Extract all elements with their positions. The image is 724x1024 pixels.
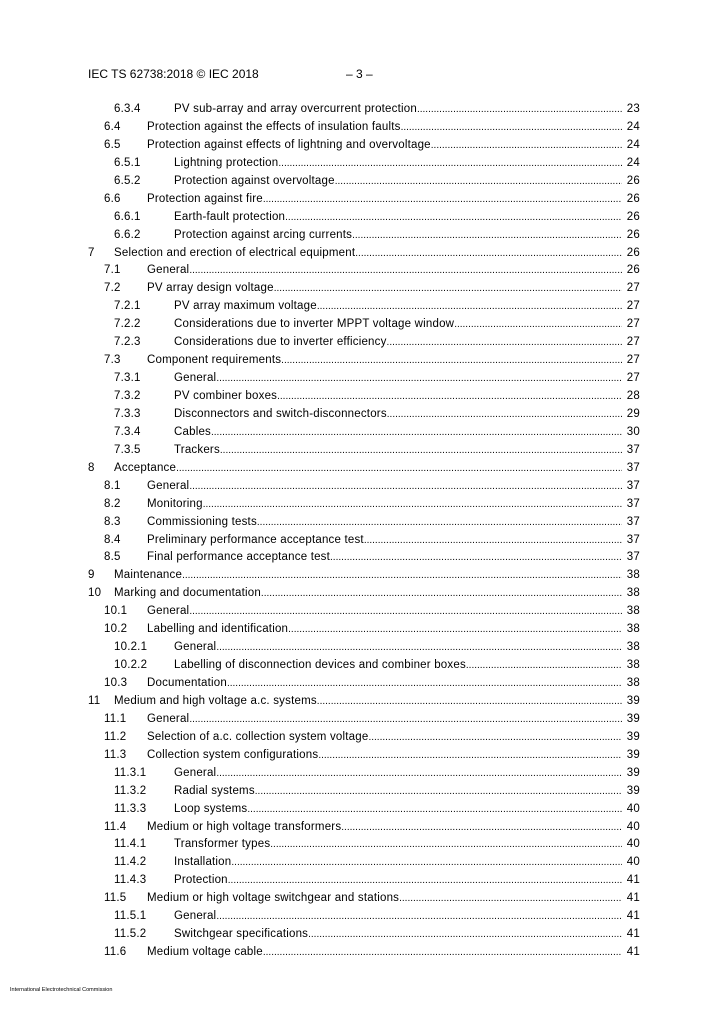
toc-entry-line [147,352,640,370]
toc-entry-line [174,926,640,944]
toc-entry-title: Medium or high voltage switchgear and stations [147,890,399,908]
toc-entry-title: Labelling and identification [147,621,288,639]
toc-entry-page: 37 [626,443,640,456]
toc-entry-number: 7.1 [104,264,121,277]
toc-entry-title: Protection against the effects of insulation faults [147,119,401,137]
toc-dot-leader [417,101,622,119]
toc-dot-leader [399,890,622,908]
toc-entry-number: 11.3.2 [114,784,147,797]
toc-entry-page: 37 [626,533,640,546]
toc-entry-title: Selection and erection of electrical equipment [114,245,355,263]
toc-dot-leader [216,908,622,926]
toc-entry-page: 26 [626,228,640,241]
toc-entry-number: 6.5 [104,138,121,151]
toc-entry-title: PV combiner boxes [174,388,277,406]
toc-entry[interactable] [88,424,640,442]
toc-entry-number: 6.6.1 [114,210,141,223]
toc-entry-number: 11.4.1 [114,838,147,851]
toc-entry[interactable] [88,262,640,280]
toc-entry-page: 41 [626,928,640,941]
toc-entry[interactable] [88,657,640,675]
toc-entry-number: 8.1 [104,479,121,492]
toc-dot-leader [257,514,622,532]
toc-entry[interactable] [88,442,640,460]
toc-entry-line [147,119,640,137]
toc-entry-number: 10.2.1 [114,641,148,654]
toc-entry-number: 7.3.3 [114,407,141,420]
toc-entry-title: Radial systems [174,783,255,801]
toc-entry-line [147,890,640,908]
table-of-contents [88,101,640,962]
toc-entry-page: 41 [626,946,640,959]
toc-entry[interactable] [88,137,640,155]
toc-entry-page: 38 [626,569,640,582]
toc-dot-leader [387,334,622,352]
toc-entry-line [147,621,640,639]
toc-entry-title: Marking and documentation [114,585,261,603]
toc-dot-leader [211,424,622,442]
toc-entry-page: 39 [626,712,640,725]
toc-entry-line [147,514,640,532]
toc-entry-title: General [147,262,189,280]
toc-entry-title: Cables [174,424,211,442]
toc-entry-number: 11 [88,694,101,707]
toc-entry-number: 8.5 [104,551,121,564]
toc-entry[interactable] [88,603,640,621]
toc-entry-number: 7.2.3 [114,336,141,349]
toc-entry[interactable] [88,119,640,137]
toc-dot-leader [387,406,622,424]
toc-entry-line [174,388,640,406]
toc-entry-number: 7.3 [104,354,121,367]
toc-entry[interactable] [88,298,640,316]
toc-entry-page: 27 [626,354,640,367]
toc-entry-number: 11.3.3 [114,802,147,815]
toc-dot-leader [189,262,622,280]
toc-entry-number: 8.3 [104,515,121,528]
toc-entry[interactable] [88,765,640,783]
toc-entry[interactable] [88,352,640,370]
toc-entry-line [174,101,640,119]
toc-entry-line [174,783,640,801]
toc-entry-line [174,406,640,424]
toc-entry-page: 38 [626,677,640,689]
toc-dot-leader [263,191,622,209]
toc-entry-number: 11.6 [104,946,127,959]
toc-entry-page: 27 [626,300,640,313]
toc-entry[interactable] [88,908,640,926]
toc-entry-number: 11.5.1 [114,910,147,923]
toc-entry-page: 37 [626,479,640,492]
toc-entry[interactable] [88,567,640,585]
toc-entry-line [147,549,640,567]
toc-entry[interactable] [88,926,640,944]
toc-entry-number: 6.5.1 [114,156,141,169]
toc-entry-line [147,711,640,729]
toc-dot-leader [261,585,622,603]
toc-entry[interactable] [88,370,640,388]
toc-dot-leader [288,621,622,639]
toc-entry-line [114,585,640,603]
toc-entry[interactable] [88,334,640,352]
toc-entry-number: 6.6 [104,192,121,205]
toc-entry-number: 8.2 [104,497,121,510]
toc-entry-page: 38 [626,587,640,600]
toc-entry-line [114,693,640,711]
toc-dot-leader [189,711,622,729]
toc-entry-number: 7.2.1 [114,300,141,313]
toc-entry[interactable] [88,101,640,119]
toc-entry[interactable] [88,621,640,639]
toc-entry-number: 6.4 [104,120,121,133]
toc-entry-line [174,639,640,657]
toc-entry-line [147,819,640,837]
toc-entry-number: 11.4 [104,820,127,833]
toc-dot-leader [216,370,622,388]
toc-entry-page: 29 [626,407,640,420]
toc-dot-leader [285,209,622,227]
toc-entry-title: Collection system configurations [147,747,318,765]
toc-dot-leader [281,352,622,370]
footer-organization: International Electrotechnical Commission [10,987,113,993]
toc-entry[interactable] [88,514,640,532]
toc-entry[interactable] [88,460,640,478]
document-id: IEC TS 62738:2018 © IEC 2018 [88,67,259,81]
toc-entry[interactable] [88,890,640,908]
toc-entry-page: 24 [626,138,640,151]
toc-dot-leader [308,926,622,944]
toc-entry-page: 40 [626,856,640,869]
toc-entry-number: 11.5 [104,892,127,905]
toc-entry-number: 11.4.2 [114,856,147,869]
toc-entry-page: 24 [626,120,640,133]
toc-dot-leader [263,944,622,962]
toc-entry[interactable] [88,209,640,227]
toc-entry-number: 11.3 [104,748,127,761]
toc-entry-title: PV array design voltage [147,280,274,298]
toc-entry-title: Documentation [147,675,227,693]
toc-entry-title: General [147,478,189,496]
toc-entry-page: 26 [626,210,640,223]
toc-entry-page: 38 [626,605,640,618]
toc-entry-page: 30 [626,425,640,438]
toc-entry-title: Protection [174,872,228,890]
toc-entry[interactable] [88,585,640,603]
toc-dot-leader [203,496,622,514]
toc-entry-title: Acceptance [114,460,176,478]
toc-entry[interactable] [88,227,640,245]
toc-entry-page: 27 [626,318,640,331]
toc-dot-leader [189,603,622,621]
toc-dot-leader [317,693,622,711]
toc-entry-number: 10.3 [104,677,128,689]
toc-entry-line [147,496,640,514]
toc-entry-number: 6.3.4 [114,103,141,115]
toc-dot-leader [216,639,622,657]
toc-entry-page: 39 [626,748,640,761]
toc-dot-leader [368,729,622,747]
toc-dot-leader [318,747,622,765]
toc-entry-page: 26 [626,264,640,277]
toc-entry-line [114,245,640,263]
toc-entry-number: 11.2 [104,730,127,743]
toc-entry-number: 7.2.2 [114,318,141,331]
toc-entry-line [114,567,640,585]
toc-entry-line [147,137,640,155]
toc-entry-number: 7.3.4 [114,425,141,438]
toc-entry[interactable] [88,173,640,191]
toc-dot-leader [317,298,622,316]
toc-entry-number: 9 [88,569,95,582]
toc-dot-leader [355,245,622,263]
toc-entry-page: 38 [626,659,640,672]
toc-entry-page: 40 [626,820,640,833]
toc-entry-line [174,173,640,191]
toc-entry-line [174,836,640,854]
toc-dot-leader [231,854,622,872]
toc-entry-line [147,262,640,280]
toc-dot-leader [341,819,622,837]
toc-entry-line [147,944,640,962]
toc-entry-line [174,298,640,316]
toc-entry[interactable] [88,496,640,514]
toc-entry[interactable] [88,747,640,765]
toc-entry-line [147,603,640,621]
toc-entry[interactable] [88,155,640,173]
toc-entry-page: 27 [626,372,640,385]
toc-entry-line [174,424,640,442]
toc-entry-number: 8.4 [104,533,121,546]
page-footer [10,986,112,994]
toc-dot-leader [431,137,622,155]
toc-entry-page: 39 [626,784,640,797]
toc-entry[interactable] [88,532,640,550]
toc-entry[interactable] [88,801,640,819]
toc-entry-title: Protection against overvoltage [174,173,335,191]
page-header [88,66,648,82]
toc-entry-number: 10.2.2 [114,659,148,672]
toc-dot-leader [278,155,622,173]
toc-entry-page: 40 [626,802,640,815]
toc-entry-title: Lightning protection [174,155,278,173]
toc-entry-number: 8 [88,461,95,474]
toc-entry-title: Monitoring [147,496,203,514]
toc-entry-title: Preliminary performance acceptance test [147,532,364,550]
toc-entry-line [174,657,640,675]
toc-entry-number: 11.3.1 [114,766,147,779]
toc-entry-title: Disconnectors and switch-disconnectors [174,406,387,424]
toc-entry-line [147,747,640,765]
toc-entry-page: 27 [626,282,640,295]
toc-entry-title: PV sub-array and array overcurrent protection [174,101,417,119]
toc-entry-title: General [147,603,189,621]
toc-entry-title: Medium and high voltage a.c. systems [114,693,317,711]
toc-entry-title: Medium or high voltage transformers [147,819,341,837]
toc-entry[interactable] [88,729,640,747]
toc-entry[interactable] [88,819,640,837]
toc-entry-title: Loop systems [174,801,247,819]
toc-entry[interactable] [88,675,640,693]
toc-entry-title: Medium voltage cable [147,944,263,962]
toc-dot-leader [216,765,622,783]
toc-entry-page: 39 [626,694,640,707]
toc-entry[interactable] [88,316,640,334]
toc-entry-number: 7.3.1 [114,372,141,385]
toc-entry-page: 26 [626,192,640,205]
toc-dot-leader [247,801,622,819]
toc-entry[interactable] [88,783,640,801]
toc-entry-number: 11.5.2 [114,928,147,941]
toc-entry-title: General [147,711,189,729]
toc-dot-leader [466,657,622,675]
toc-entry-title: Protection against fire [147,191,263,209]
toc-entry-line [174,316,640,334]
toc-dot-leader [220,442,622,460]
toc-dot-leader [255,783,622,801]
toc-dot-leader [277,388,622,406]
toc-entry-line [174,908,640,926]
toc-dot-leader [401,119,622,137]
toc-entry-number: 6.5.2 [114,174,141,187]
toc-entry-page: 27 [626,336,640,349]
toc-entry-page: 40 [626,838,640,851]
toc-entry-line [174,370,640,388]
toc-dot-leader [364,532,622,550]
toc-entry-title: Installation [174,854,231,872]
toc-entry-line [174,765,640,783]
toc-entry-title: Switchgear specifications [174,926,308,944]
toc-entry-line [147,191,640,209]
toc-entry-line [174,872,640,890]
toc-entry-page: 37 [626,461,640,474]
toc-dot-leader [454,316,622,334]
toc-dot-leader [189,478,622,496]
toc-dot-leader [274,280,622,298]
toc-entry-line [174,334,640,352]
toc-entry-title: General [174,765,216,783]
toc-entry-number: 7.3.5 [114,443,141,456]
toc-entry-page: 24 [626,156,640,169]
toc-entry-number: 7.2 [104,282,121,295]
toc-entry-page: 26 [626,174,640,187]
toc-dot-leader [270,836,622,854]
toc-dot-leader [335,173,622,191]
toc-entry-title: Considerations due to inverter MPPT voltage window [174,316,454,334]
toc-entry-title: Protection against effects of lightning and overvoltage [147,137,431,155]
toc-entry-line [174,442,640,460]
toc-dot-leader [228,872,622,890]
toc-entry-page: 37 [626,497,640,510]
toc-dot-leader [227,675,622,693]
toc-entry[interactable] [88,406,640,424]
toc-dot-leader [176,460,622,478]
toc-entry[interactable] [88,639,640,657]
toc-entry-page: 28 [626,390,640,402]
toc-dot-leader [330,549,622,567]
toc-entry-number: 7.3.2 [114,390,141,402]
toc-entry-page: 41 [626,892,640,905]
toc-entry-page: 37 [626,551,640,564]
toc-entry-number: 7 [88,246,95,259]
toc-entry[interactable] [88,711,640,729]
toc-entry-title: Transformer types [174,836,270,854]
toc-entry-title: Component requirements [147,352,281,370]
toc-entry-title: Considerations due to inverter efficiency [174,334,387,352]
toc-entry-line [174,227,640,245]
toc-entry[interactable] [88,280,640,298]
toc-entry[interactable] [88,191,640,209]
toc-entry-page: 41 [626,910,640,923]
toc-entry-title: Labelling of disconnection devices and combiner boxes [174,657,466,675]
toc-entry-number: 10 [88,587,102,600]
toc-entry-title: Maintenance [114,567,182,585]
toc-entry[interactable] [88,693,640,711]
toc-entry-page: 37 [626,515,640,528]
toc-entry-title: Final performance acceptance test [147,549,330,567]
toc-entry-number: 10.2 [104,623,128,636]
toc-entry[interactable] [88,836,640,854]
toc-entry-title: General [174,639,216,657]
toc-entry-page: 39 [626,766,640,779]
toc-entry-title: General [174,908,216,926]
toc-entry[interactable] [88,944,640,962]
toc-entry-page: 39 [626,730,640,743]
toc-entry[interactable] [88,872,640,890]
toc-entry-title: General [174,370,216,388]
toc-entry-line [114,460,640,478]
toc-entry-number: 10.1 [104,605,128,618]
toc-entry-title: PV array maximum voltage [174,298,317,316]
toc-entry-page: 38 [626,623,640,636]
toc-entry-page: 26 [626,246,640,259]
toc-entry[interactable] [88,478,640,496]
toc-entry[interactable] [88,549,640,567]
toc-dot-leader [352,227,622,245]
toc-entry-line [147,729,640,747]
toc-entry-line [147,280,640,298]
toc-entry-number: 6.6.2 [114,228,141,241]
page-number: – 3 – [346,67,373,81]
toc-entry[interactable] [88,388,640,406]
toc-entry-page: 41 [626,874,640,887]
toc-entry-title: Protection against arcing currents [174,227,352,245]
toc-entry[interactable] [88,854,640,872]
toc-entry-line [174,155,640,173]
toc-entry-line [147,532,640,550]
toc-entry-line [174,854,640,872]
toc-entry-page: 38 [626,641,640,654]
toc-entry-title: Commissioning tests [147,514,257,532]
toc-entry-line [147,478,640,496]
toc-entry-line [174,209,640,227]
toc-entry-title: Earth-fault protection [174,209,285,227]
toc-entry-title: Trackers [174,442,220,460]
toc-entry-number: 11.4.3 [114,874,147,887]
toc-entry-line [147,675,640,693]
toc-entry-line [174,801,640,819]
toc-entry-page: 23 [626,103,640,115]
toc-entry[interactable] [88,245,640,263]
toc-entry-number: 11.1 [104,712,127,725]
toc-dot-leader [182,567,622,585]
toc-entry-title: Selection of a.c. collection system voltage [147,729,368,747]
